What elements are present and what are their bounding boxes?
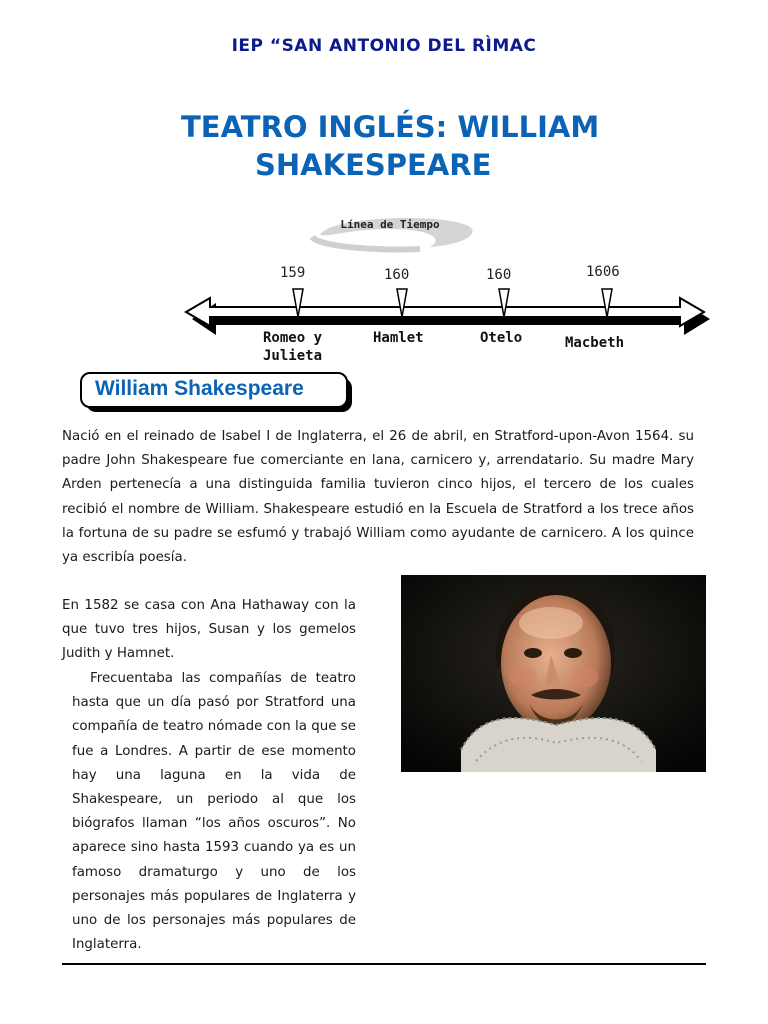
section-heading-box — [80, 372, 352, 412]
section-heading: William Shakespeare — [95, 377, 304, 400]
timeline-work-4: Macbeth — [565, 335, 625, 351]
timeline-work-2: Hamlet — [373, 330, 424, 346]
page-title-line2: SHAKESPEARE — [255, 148, 492, 182]
timeline-swirl-lower — [312, 237, 420, 250]
timeline-year-2: 160 — [384, 267, 410, 283]
section-heading-face — [80, 372, 348, 408]
portrait-image — [401, 575, 706, 772]
shakespeare-portrait — [401, 575, 706, 772]
timeline-work-1: Romeo y Julieta — [263, 330, 323, 364]
timeline-work-3: Otelo — [480, 330, 523, 346]
bottom-divider — [62, 963, 706, 965]
school-header: IEP “SAN ANTONIO DEL RÌMAC — [231, 36, 537, 56]
timeline-label: Línea de Tiempo — [340, 218, 440, 231]
bio-paragraph-2: En 1582 se casa con Ana Hathaway con la que tuvo tres hijos, Susan y los gemelos Judith y Hamnet. — [62, 598, 356, 662]
page-title-line1: TEATRO INGLÉS: WILLIAM — [181, 110, 600, 144]
bio-paragraph-3: Frecuentaba las compañías de teatro hasta que un día pasó por Stratford una compañía de teatro nómade con la que se fue a Londres. A partir de ese momento hay una laguna en la vida de Shakespeare, un periodo al que los biógrafos llaman “los años oscuros”. No aparece sino hasta 1593 cuando ya es un famoso dramaturgo y uno de los personajes más populares de Inglaterra y uno de los personajes más populares de Inglaterra. — [72, 671, 356, 953]
timeline — [180, 205, 720, 375]
timeline-year-1: 159 — [280, 265, 306, 281]
timeline-year-3: 160 — [486, 267, 512, 283]
timeline-year-4: 1606 — [586, 264, 620, 280]
bio-paragraph-1: Nació en el reinado de Isabel I de Inglaterra, el 26 de abril, en Stratford-upon-Avon 1564. su padre John Shakespeare fue comerciante en lana, carnicero y, arrendatario. Su madre Mary Arden pertenecía a una distinguida familia tuvieron cinco hijos, el tercero de los cuales recibió el nombre de William. Shakespeare estudió en la Escuela de Stratford a los trece años la fortuna de su padre se esfumó y trabajó William como ayudante de carnicero. A los quince ya escribía poesía. — [62, 429, 694, 566]
